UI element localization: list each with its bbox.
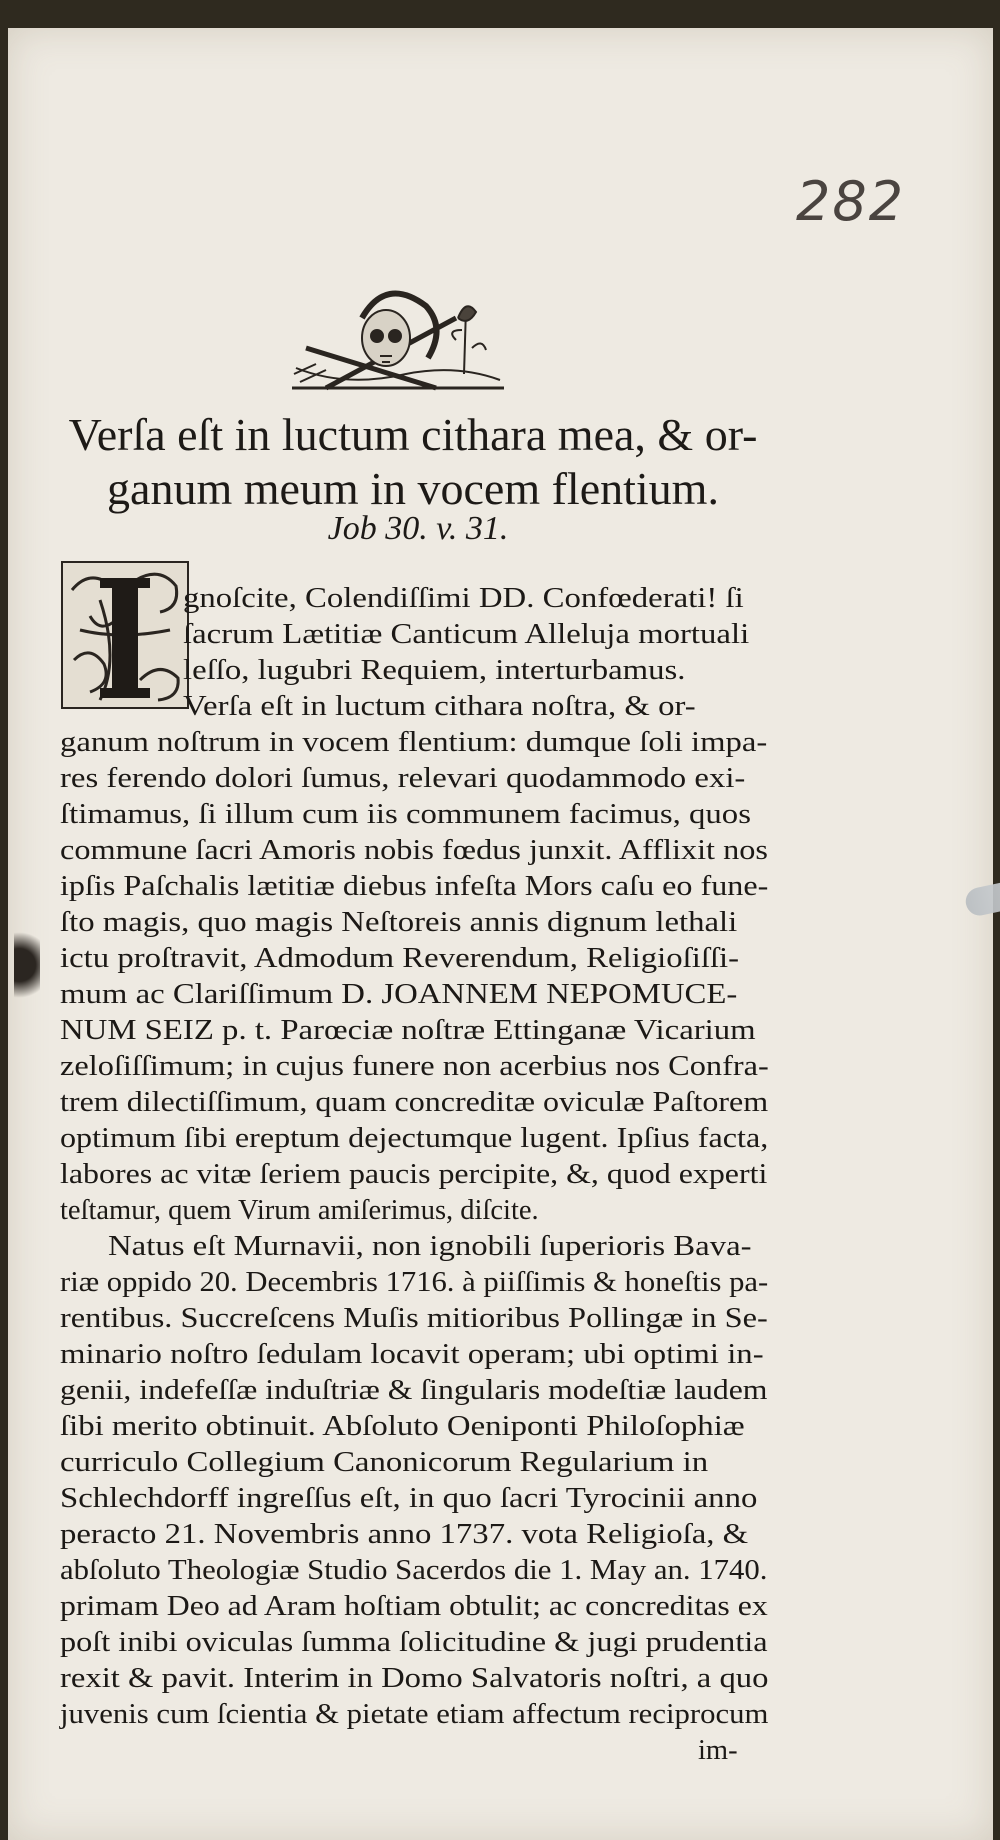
verse-citation: Job 30. v. 31. [327,510,509,547]
heading-verse [48,408,778,516]
body-line: ipſis Paſchalis lætitiæ diebus infeſta Mors caſu eo fune- [60,871,769,902]
body-line: Natus eſt Murnavii, non ignobili ſuperioris Bava- [108,1231,752,1262]
body-line: Schlechdorff ingreſſus eſt, in quo ſacri Tyrocinii anno [60,1483,758,1514]
heading-line-1: Verſa eſt in luctum cithara mea, & or- [68,409,758,460]
handwritten-page-number: 282 [796,170,906,233]
body-line: teſtamur, quem Virum amiſerimus, diſcite. [60,1195,539,1226]
body-line: riæ oppido 20. Decembris 1716. à piiſſimis & honeſtis pa- [60,1267,769,1298]
heading-line-2: ganum meum in vocem flentium. [107,463,719,514]
body-line: leſſo, lugubri Requiem, interturbamus. [183,655,686,686]
ornamental-initial-I [60,560,190,710]
body-line: curriculo Collegium Canonicorum Regularium in [60,1447,709,1478]
body-line: ſacrum Lætitiæ Canticum Alleluja mortuali [183,619,750,650]
catchword: im- [698,1735,738,1766]
body-line: commune ſacri Amoris nobis fœdus junxit. Afflixit nos [60,835,768,866]
memento-mori-vignette [286,278,510,404]
body-line: ſtimamus, ſi illum cum iis communem facimus, quos [60,799,751,830]
body-line: gnoſcite, Colendiſſimi DD. Confœderati! ſi [183,583,744,614]
body-line: rentibus. Succreſcens Muſis mitioribus Pollingæ in Se- [60,1303,768,1334]
body-line: abſoluto Theologiæ Studio Sacerdos die 1. May an. 1740. [60,1555,768,1586]
body-line: zeloſiſſimum; in cujus funere non acerbius nos Confra- [60,1051,769,1082]
body-line: juvenis cum ſcientia & pietate etiam affectum reciprocum [60,1699,769,1730]
body-line: ictu proſtravit, Admodum Reverendum, Religioſiſſi- [60,943,740,974]
body-line: peracto 21. Novembris anno 1737. vota Religioſa, & [60,1519,749,1550]
document-page [8,28,993,1840]
body-line: mum ac Clariſſimum D. JOANNEM NEPOMUCE- [60,979,738,1010]
body-line: minario noſtro ſedulam locavit operam; ubi optimi in- [60,1339,764,1370]
body-line: Verſa eſt in luctum cithara noſtra, & or- [183,691,696,722]
body-line: res ferendo dolori ſumus, relevari quodammodo exi- [60,763,746,794]
body-line: labores ac vitæ ſeriem paucis percipite, &, quod experti [60,1159,768,1190]
body-line: primam Deo ad Aram hoſtiam obtulit; ac concreditas ex [60,1591,768,1622]
body-line: rexit & pavit. Interim in Domo Salvatoris noſtri, a quo [60,1663,769,1694]
body-line: ganum noſtrum in vocem flentium: dumque ſoli impa- [60,727,768,758]
body-line: optimum ſibi ereptum dejectumque lugent. Ipſius facta, [60,1123,769,1154]
body-line: poſt inibi oviculas ſumma ſolicitudine & jugi prudentia [60,1627,768,1658]
body-line: NUM SEIZ p. t. Parœciæ noſtræ Ettinganæ Vicarium [60,1015,756,1046]
ink-stain [14,923,40,1007]
body-line: ſto magis, quo magis Neſtoreis annis dignum lethali [60,907,738,938]
body-line: ſibi merito obtinuit. Abſoluto Oeniponti Philoſophiæ [60,1411,745,1442]
body-line: trem dilectiſſimum, quam concreditæ oviculæ Paſtorem [60,1087,769,1118]
body-line: genii, indefeſſæ induſtriæ & ſingularis modeſtiæ laudem [60,1375,768,1406]
